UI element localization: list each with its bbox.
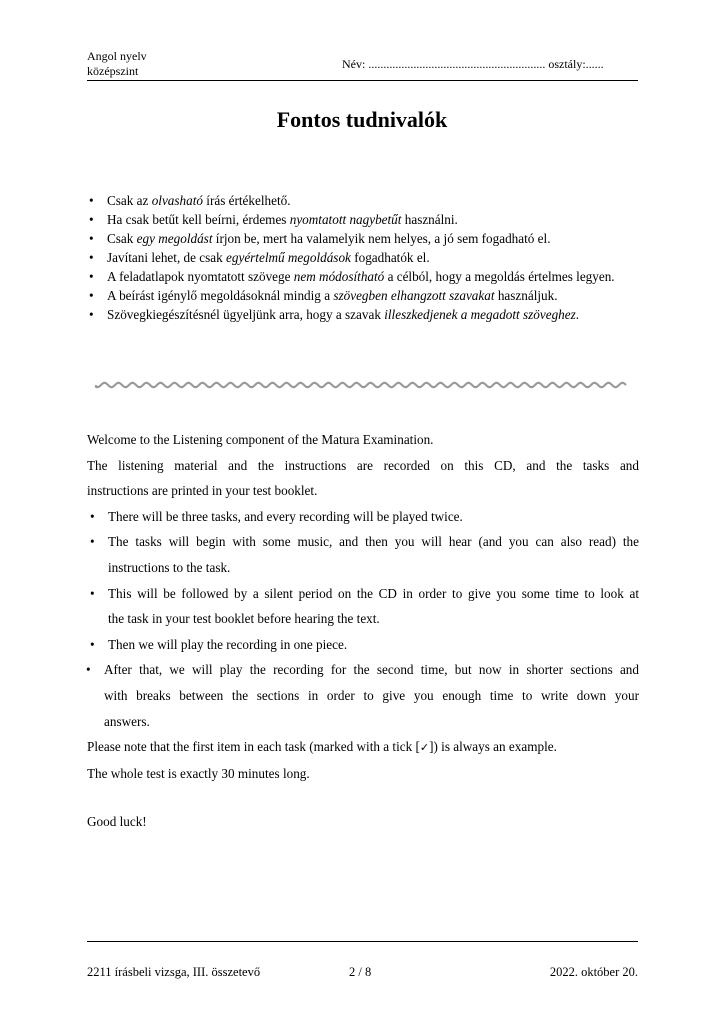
rule-item (87, 267, 642, 286)
rule-text: Ha csak betűt kell beírni, érdemes (107, 212, 290, 227)
rule-text: Javítani lehet, de csak (107, 250, 227, 265)
instructions-list (87, 504, 639, 734)
rule-text: Csak (107, 231, 137, 246)
header-divider (87, 80, 638, 81)
footer-exam-code: 2211 írásbeli vizsga, III. összetevő (87, 965, 261, 979)
rule-emphasis: egyértelmű megoldások (226, 250, 351, 265)
instruction-item (83, 657, 639, 734)
welcome-text: Welcome to the Listening component of the Matura Examination. (87, 432, 434, 447)
rule-text: a célból, hogy a megoldás értelmes legyen. (384, 269, 615, 284)
rule-text: A feladatlapok nyomtatott szövege (107, 269, 294, 284)
rule-text: Szövegkiegészítésnél ügyeljünk arra, hogy a szavak (107, 307, 385, 322)
rule-text: . (575, 307, 580, 322)
header-subject: Angol nyelv (87, 49, 147, 63)
instruction-line: with breaks between the sections in order to give you enough time to write down your (104, 687, 639, 703)
header-subject-block (87, 49, 147, 79)
footer-divider (87, 941, 638, 942)
instruction-item (87, 632, 639, 658)
duration-text: The whole test is exactly 30 minutes long. (87, 765, 310, 781)
rule-text: használjuk. (494, 288, 558, 303)
instruction-line: • After that, we will play the recording for the second time, but now in shorter sections and (104, 662, 639, 678)
rule-emphasis: illeszkedjenek a megadott szöveghez (384, 307, 576, 322)
rules-list (87, 191, 642, 324)
material-text-line-2: instructions are printed in your test booklet. (87, 483, 318, 499)
instruction-line: the task in your test booklet before hearing the text. (108, 611, 380, 627)
page-title: Fontos tudnivalók (276, 107, 448, 132)
instruction-line: • There will be three tasks, and every recording will be played twice. (108, 508, 463, 524)
instruction-line: • This will be followed by a silent period on the CD in order to give you some time to look at (108, 585, 639, 601)
footer-date: 2022. október 20. (549, 965, 638, 979)
example-note-before: Please note that the first item in each task (marked with a tick [ (87, 739, 420, 755)
instruction-line: • The tasks will begin with some music, and then you will hear (and you can also read) the (108, 534, 639, 550)
rule-item (87, 191, 642, 210)
rule-text: fogadhatók el. (350, 250, 430, 265)
listening-instructions (87, 427, 639, 786)
instruction-item (87, 529, 639, 580)
rule-item (87, 210, 642, 229)
instruction-line: • Then we will play the recording in one piece. (108, 636, 348, 652)
wavy-divider (94, 378, 630, 392)
rule-text: A beírást igénylő megoldásoknál mindig a (107, 288, 334, 303)
material-text-line-1: The listening material and the instructions are recorded on this CD, and the tasks and (87, 457, 639, 473)
rule-text: használni. (401, 212, 458, 227)
tick-icon: ✓ (419, 741, 430, 755)
rule-item (87, 229, 642, 248)
footer-page-number: 2 / 8 (349, 965, 372, 979)
instruction-line: answers. (104, 713, 150, 729)
rule-text: írás értékelhető. (202, 193, 291, 208)
example-note-after: ]) is always an example. (429, 739, 557, 755)
rule-emphasis: olvasható (151, 193, 203, 208)
header-level: középszint (87, 64, 139, 78)
rule-text: Csak az (107, 193, 152, 208)
rule-emphasis: szövegben elhangzott szavakat (333, 288, 495, 303)
instruction-item (87, 504, 639, 530)
rule-emphasis: nem módosítható (293, 269, 385, 284)
good-luck-text: Good luck! (87, 814, 147, 829)
rule-item (87, 286, 642, 305)
rule-emphasis: nyomtatott nagybetűt (289, 212, 402, 227)
example-note (87, 734, 639, 761)
instruction-item (87, 581, 639, 632)
rule-text: írjon be, mert ha valamelyik nem helyes, a jó sem fogadható el. (212, 231, 551, 246)
rule-emphasis: egy megoldást (136, 231, 213, 246)
rule-item (87, 248, 642, 267)
instruction-line: instructions to the task. (108, 559, 231, 575)
header-name-field: Név: ........................................................... osztály:...... (342, 57, 604, 71)
rule-item (87, 305, 642, 324)
